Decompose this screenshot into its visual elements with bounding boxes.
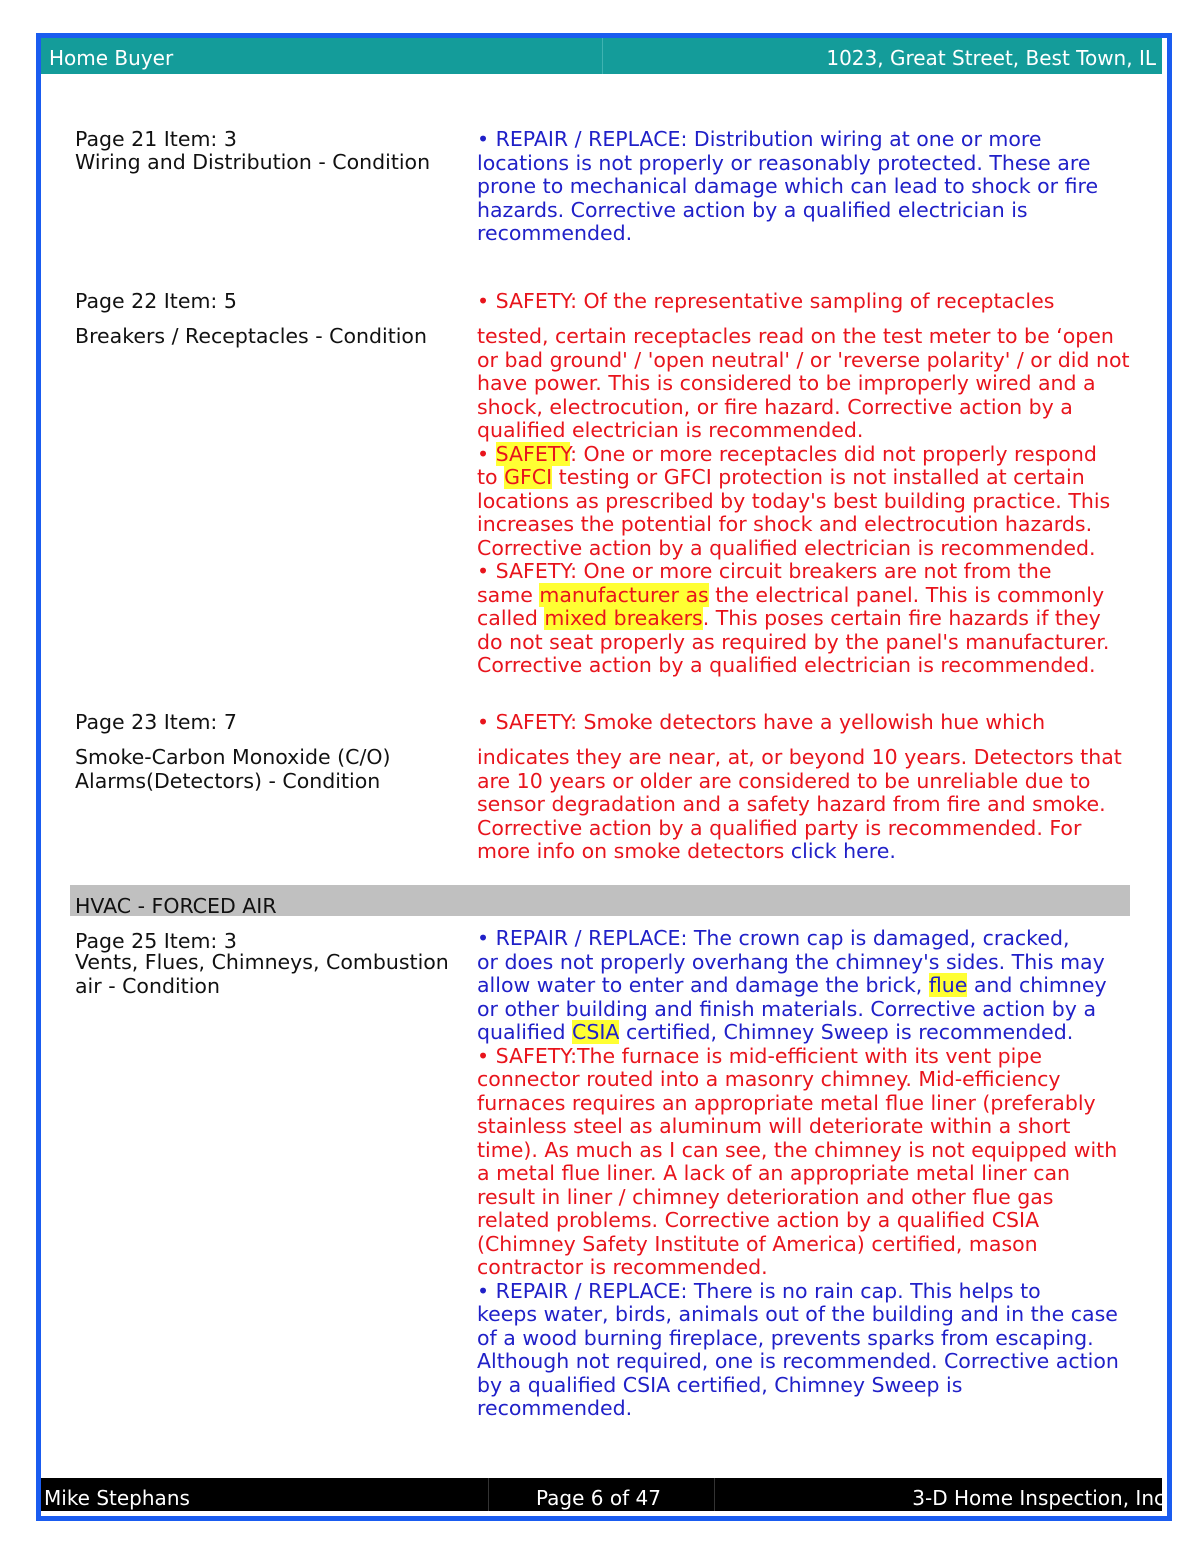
- item-description: [477, 711, 1137, 735]
- text-line: time). As much as I can see, the chimney is not equipped with: [477, 1137, 1118, 1162]
- item-page-ref: Page 22 Item: 5: [75, 289, 237, 313]
- page-footer: [41, 1478, 1165, 1511]
- text-line: locations as prescribed by today's best building practice. This: [477, 488, 1111, 513]
- footer-divider: [488, 1478, 489, 1511]
- text-line: same manufacturer as the electrical panel. This is commonly: [477, 582, 1105, 607]
- item-description: [477, 128, 1137, 246]
- text-line: locations is not properly or reasonably protected. These are: [477, 150, 1091, 175]
- text-line: keeps water, birds, animals out of the building and in the case: [477, 1302, 1118, 1326]
- footer-page-number: Page 6 of 47: [536, 1486, 661, 1510]
- text-line: are 10 years or older are considered to be unreliable due to: [477, 768, 1091, 793]
- text-line: or other building and finish materials. Corrective action by a: [477, 996, 1097, 1021]
- title-line: Alarms(Detectors) - Condition: [75, 768, 381, 793]
- item-title: [75, 746, 391, 793]
- text-line: Corrective action by a qualified electrician is recommended.: [477, 653, 1096, 677]
- text-line: Corrective action by a qualified party is recommended. For: [477, 815, 1082, 840]
- item-page-ref: Page 25 Item: 3: [75, 929, 237, 953]
- text-line: [477, 840, 1137, 864]
- text-line: • SAFETY: One or more circuit breakers are not from the: [477, 559, 1052, 583]
- text-line: • SAFETY:The furnace is mid-efficient with its vent pipe: [477, 1043, 1042, 1068]
- item-description: [477, 927, 1137, 1421]
- highlighted-text: flue: [928, 973, 968, 997]
- highlighted-text: mixed breakers: [544, 606, 703, 630]
- item-title: Wiring and Distribution - Condition: [75, 150, 431, 174]
- text-line: • SAFETY: One or more receptacles did not properly respond: [477, 441, 1097, 466]
- footer-divider: [714, 1478, 715, 1511]
- text-line: connector routed into a masonry chimney. Mid-efficiency: [477, 1067, 1061, 1091]
- title-line: Vents, Flues, Chimneys, Combustion: [75, 950, 449, 974]
- text-line: stainless steel as aluminum will deteriorate within a short: [477, 1114, 1071, 1138]
- text-line: • REPAIR / REPLACE: Distribution wiring at one or more: [477, 127, 1042, 151]
- text-line: • SAFETY: Of the representative sampling of receptacles: [477, 289, 1055, 313]
- footer-inspector: Mike Stephans: [44, 1486, 190, 1510]
- text-line: sensor degradation and a safety hazard from fire and smoke.: [477, 792, 1106, 816]
- text-line: increases the potential for shock and electrocution hazards.: [477, 512, 1093, 536]
- text-line: recommended.: [477, 1396, 633, 1420]
- text-line: contractor is recommended.: [477, 1255, 768, 1279]
- text-line: or bad ground' / 'open neutral' / or 'reverse polarity' / or did not: [477, 347, 1130, 372]
- highlighted-text: CSIA: [572, 1020, 620, 1044]
- text-line: Although not required, one is recommended. Corrective action: [477, 1349, 1119, 1373]
- text-line: • SAFETY: Smoke detectors have a yellowish hue which: [477, 710, 1046, 734]
- text-line: indicates they are near, at, or beyond 10 years. Detectors that: [477, 745, 1122, 769]
- item-description: [477, 290, 1137, 314]
- item-page-ref: Page 23 Item: 7: [75, 710, 237, 734]
- text-line: to GFCI testing or GFCI protection is not installed at certain: [477, 465, 1085, 489]
- section-header: [70, 885, 1130, 916]
- text-line: allow water to enter and damage the brick, flue and chimney: [477, 973, 1107, 997]
- title-line: Smoke-Carbon Monoxide (C/O): [75, 745, 391, 769]
- text-line: a metal flue liner. A lack of an appropriate metal liner can: [477, 1161, 1071, 1185]
- text-line: shock, electrocution, or fire hazard. Corrective action by a: [477, 394, 1073, 419]
- text-line: have power. This is considered to be improperly wired and a: [477, 371, 1096, 395]
- text-line: called mixed breakers. This poses certain fire hazards if they: [477, 606, 1101, 630]
- highlighted-text: manufacturer as: [539, 582, 709, 607]
- text-line: or does not properly overhang the chimney's sides. This may: [477, 949, 1105, 974]
- item-title: [75, 951, 449, 998]
- section-title: HVAC - FORCED AIR: [75, 894, 277, 918]
- highlighted-text: GFCI: [504, 465, 553, 489]
- header-client: Home Buyer: [49, 46, 174, 70]
- text-line: Corrective action by a qualified electrician is recommended.: [477, 535, 1096, 560]
- header-divider: [602, 38, 603, 74]
- text-line: • REPAIR / REPLACE: There is no rain cap. This helps to: [477, 1278, 1041, 1303]
- text-line: furnaces requires an appropriate metal flue liner (preferably: [477, 1090, 1096, 1115]
- text-line: hazards. Corrective action by a qualified electrician is: [477, 197, 1028, 222]
- text-line: of a wood burning fireplace, prevents sparks from escaping.: [477, 1325, 1094, 1350]
- text-line: qualified CSIA certified, Chimney Sweep is recommended.: [477, 1020, 1074, 1044]
- text-line: recommended.: [477, 221, 633, 245]
- highlighted-text: SAFETY: [495, 441, 571, 466]
- text-line: qualified electrician is recommended.: [477, 418, 864, 442]
- text-line: by a qualified CSIA certified, Chimney Sweep is: [477, 1372, 963, 1397]
- text-line: related problems. Corrective action by a qualified CSIA: [477, 1208, 1040, 1232]
- text-line: prone to mechanical damage which can lead to shock or fire: [477, 174, 1099, 198]
- footer-company: 3-D Home Inspection, Inc: [912, 1486, 1165, 1510]
- text-line: (Chimney Safety Institute of America) certified, mason: [477, 1231, 1038, 1256]
- text-line: result in liner / chimney deterioration and other flue gas: [477, 1184, 1054, 1209]
- item-description-cont: [477, 746, 1137, 864]
- title-line: air - Condition: [75, 973, 220, 998]
- item-description-cont: [477, 325, 1137, 678]
- text-line: do not seat properly as required by the panel's manufacturer.: [477, 629, 1110, 654]
- text-span: more info on smoke detectors: [477, 839, 791, 863]
- text-line: tested, certain receptacles read on the test meter to be ‘open: [477, 324, 1114, 348]
- item-title: Breakers / Receptacles - Condition: [75, 324, 427, 348]
- item-page-ref: Page 21 Item: 3: [75, 127, 237, 151]
- smoke-detector-info-link[interactable]: click here.: [790, 839, 896, 863]
- header-address: 1023, Great Street, Best Town, IL: [826, 46, 1156, 70]
- text-line: • REPAIR / REPLACE: The crown cap is damaged, cracked,: [477, 926, 1070, 950]
- page-header: [41, 38, 1162, 74]
